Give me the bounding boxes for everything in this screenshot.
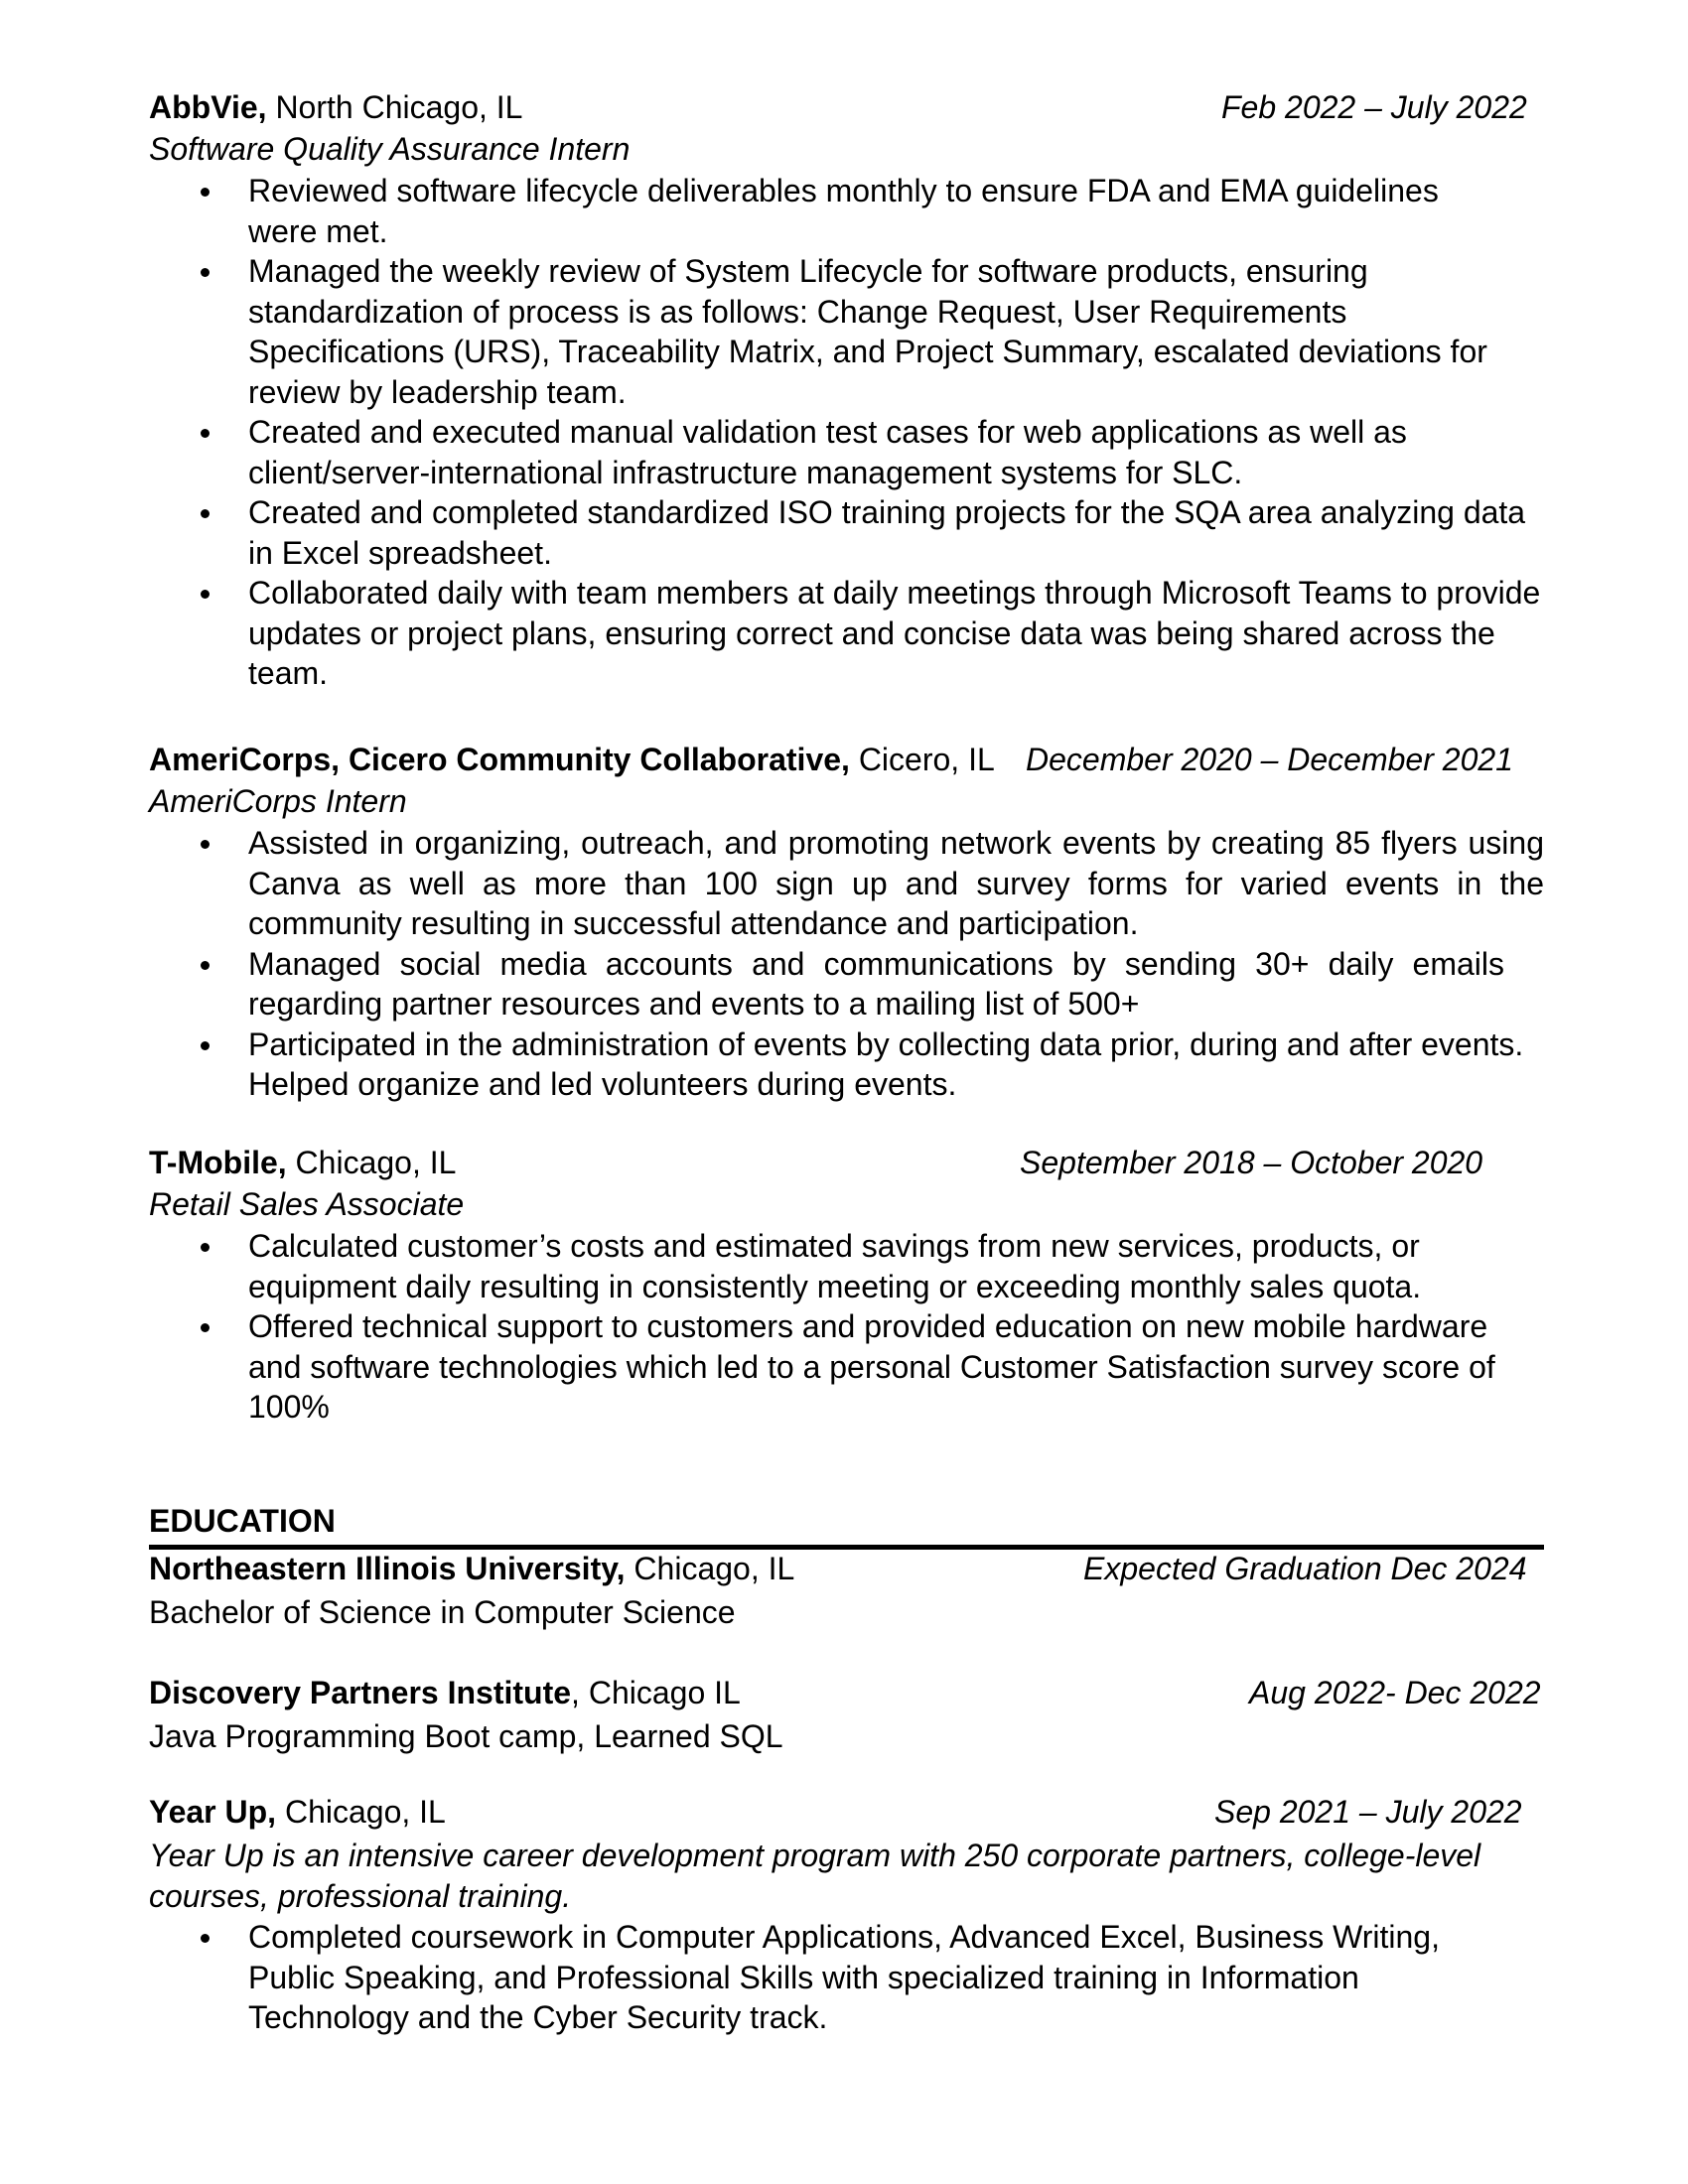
job-header — [149, 1139, 1544, 1186]
bullet-icon — [201, 509, 210, 518]
school-location: , Chicago IL — [571, 1675, 741, 1710]
employer-location: Chicago, IL — [286, 1145, 457, 1180]
education-dpi — [149, 1669, 1544, 1756]
school-dates: Expected Graduation Dec 2024 — [1083, 1551, 1527, 1586]
education-neiu — [149, 1545, 1544, 1632]
school-name: Discovery Partners Institute — [149, 1675, 572, 1710]
bullet-item: Created and executed manual validation test cases for web applications as well as client/server-international infrastructure management systems for SLC. — [149, 412, 1544, 492]
bullet-item: Completed coursework in Computer Applications, Advanced Excel, Business Writing, Public Speaking, and Professional Skills with specialized training in Information Technology and the Cyber Security track. — [149, 1917, 1544, 2038]
education-yearup — [149, 1788, 1544, 2038]
job-title: AmeriCorps Intern — [149, 783, 407, 819]
employer-location: North Chicago, IL — [266, 89, 523, 125]
school-dates: Aug 2022- Dec 2022 — [1249, 1675, 1541, 1710]
education-section — [149, 1499, 1544, 1550]
experience-abbvie — [149, 83, 1544, 694]
bullet-icon — [201, 1934, 210, 1943]
degree: Bachelor of Science in Computer Science — [149, 1594, 736, 1630]
bullet-item: Participated in the administration of events by collecting data prior, during and after events. Helped organize and led volunteers during events. — [149, 1024, 1544, 1105]
school-header — [149, 1545, 1544, 1592]
school-location: Chicago, IL — [276, 1794, 446, 1830]
employer-location: Cicero, IL — [849, 742, 995, 777]
job-title: Retail Sales Associate — [149, 1186, 465, 1222]
school-name: Year Up, — [149, 1794, 277, 1830]
school-name: Northeastern Illinois University, — [149, 1551, 626, 1586]
school-location: Chicago, IL — [625, 1551, 795, 1586]
bullet-icon — [201, 590, 210, 599]
job-dates: Feb 2022 – July 2022 — [1221, 89, 1527, 125]
job-header — [149, 83, 1544, 131]
bullet-icon — [201, 429, 210, 438]
program-description: Year Up is an intensive career development program with 250 corporate partners, college-level courses, professional training. — [149, 1838, 1481, 1914]
bullet-item: Managed the weekly review of System Lifecycle for software products, ensuring standardization of process is as follows: Change Request, User Requirements Specifications (URS), Traceability Matrix, and Project Summary, escalated deviations for review by leadership team. — [149, 251, 1544, 412]
job-dates: December 2020 – December 2021 — [1026, 742, 1513, 777]
bullet-icon — [201, 840, 210, 849]
bullet-item: Collaborated daily with team members at daily meetings through Microsoft Teams to provide updates or project plans, ensuring correct and concise data was being shared across the team. — [149, 573, 1544, 694]
program-bullets — [149, 1917, 1544, 2038]
bullet-icon — [201, 1041, 210, 1050]
bullet-item: Reviewed software lifecycle deliverables monthly to ensure FDA and EMA guidelines were met. — [149, 171, 1544, 251]
bullet-item: Assisted in organizing, outreach, and promoting network events by creating 85 flyers using Canva as well as more than 100 sign up and survey forms for varied events in the community resulting in successful attendance and participation. — [149, 823, 1544, 944]
bullet-item: Calculated customer’s costs and estimated savings from new services, products, or equipment daily resulting in consistently meeting or exceeding monthly sales quota. — [149, 1226, 1544, 1306]
bullet-icon — [201, 188, 210, 197]
employer-name: T-Mobile, — [149, 1145, 287, 1180]
employer-name: AmeriCorps, Cicero Community Collaborative, — [149, 742, 850, 777]
school-dates: Sep 2021 – July 2022 — [1214, 1794, 1522, 1830]
job-bullets — [149, 823, 1544, 1105]
school-header — [149, 1788, 1544, 1836]
bullet-icon — [201, 268, 210, 277]
experience-americorps — [149, 736, 1544, 1105]
bullet-item: Managed social media accounts and communications by sending 30+ daily emails regarding partner resources and events to a mailing list of 500+ — [149, 944, 1544, 1024]
bullet-item: Created and completed standardized ISO training projects for the SQA area analyzing data in Excel spreadsheet. — [149, 492, 1544, 573]
employer-name: AbbVie, — [149, 89, 267, 125]
school-header — [149, 1669, 1544, 1716]
section-heading: EDUCATION — [149, 1503, 336, 1539]
bullet-icon — [201, 961, 210, 970]
bullet-icon — [201, 1243, 210, 1252]
job-bullets — [149, 1226, 1544, 1428]
job-header — [149, 736, 1544, 783]
job-dates: September 2018 – October 2020 — [1020, 1145, 1483, 1180]
bullet-item: Offered technical support to customers and provided education on new mobile hardware and software technologies which led to a personal Customer Satisfaction survey score of 100% — [149, 1306, 1544, 1428]
program-detail: Java Programming Boot camp, Learned SQL — [149, 1718, 783, 1754]
job-bullets — [149, 171, 1544, 694]
experience-tmobile — [149, 1139, 1544, 1428]
job-title: Software Quality Assurance Intern — [149, 131, 631, 167]
bullet-icon — [201, 1323, 210, 1332]
